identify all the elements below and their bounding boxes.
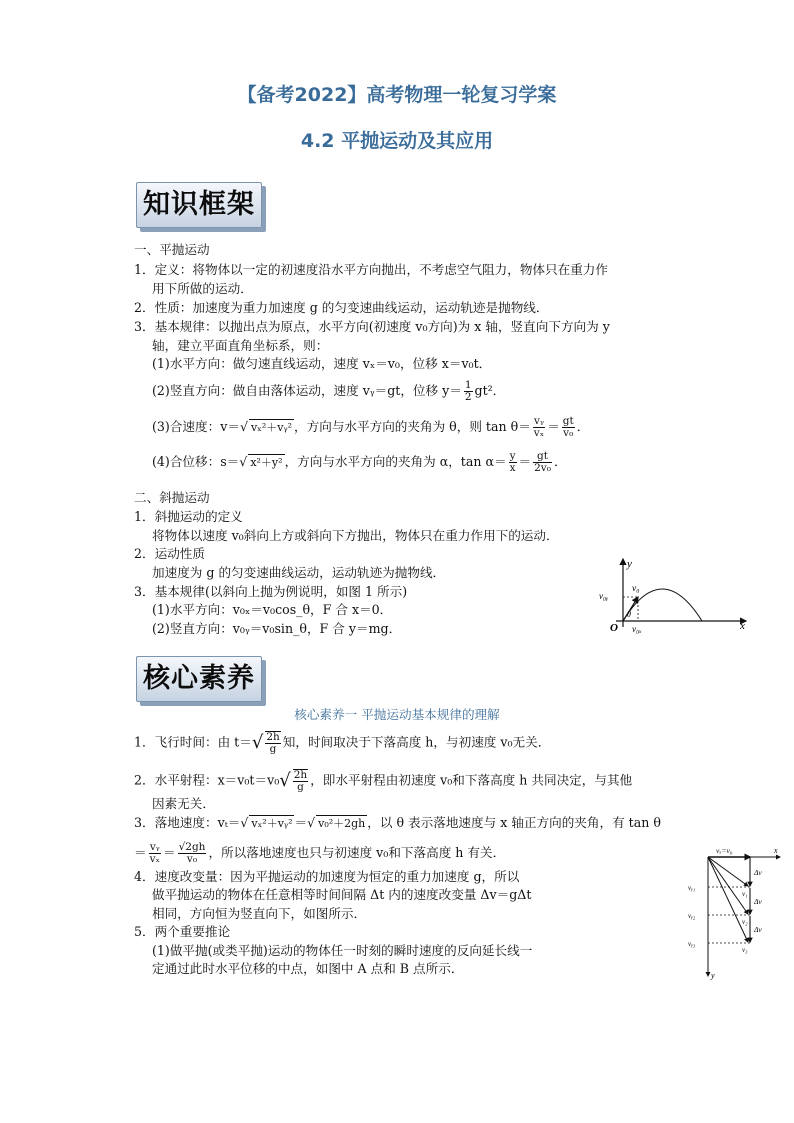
sqrt-radicand: vₓ²＋vᵧ² bbox=[251, 817, 293, 830]
frac-numerator: 1 bbox=[464, 379, 472, 391]
landing-tan-tail: ，所以落地速度也只与初速度 v₀和下落高度 h 有关． bbox=[208, 845, 506, 860]
definition-line2: 用下所做的运动． bbox=[152, 281, 253, 296]
property-line: 2．性质：加速度为重力加速度 g 的匀变速曲线运动，运动轨迹是抛物线． bbox=[134, 300, 549, 315]
fig2-vy1-label: vᵧ₁ bbox=[688, 884, 696, 892]
law-displacement-text: (4)合位移：s＝ bbox=[152, 454, 240, 469]
tan-alpha-fraction-2 bbox=[533, 451, 552, 474]
fig2-v2-label: v₂ bbox=[742, 918, 748, 926]
landing-tail: ，以 θ 表示落地速度与 x 轴正方向的夹角，有 tan θ bbox=[367, 815, 661, 830]
frac-numerator: vᵧ bbox=[149, 841, 160, 853]
sqrt2gh-over-v0 bbox=[178, 842, 207, 865]
range-text: 2．水平射程：x＝v₀t＝v₀ bbox=[134, 772, 280, 788]
equals: ＝ bbox=[294, 815, 308, 830]
oblique-law-vertical: (2)竖直方向：v₀ᵧ＝v₀sin_θ，F 合 y＝mg． bbox=[152, 621, 402, 636]
figure-velocity-change bbox=[686, 844, 786, 980]
oblique-def-heading: 1．斜抛运动的定义 bbox=[134, 509, 243, 524]
core-subheading: 核心素养一 平抛运动基本规律的理解 bbox=[294, 707, 500, 722]
inference-heading: 5．两个重要推论 bbox=[134, 924, 231, 939]
page-title: 【备考2022】高考物理一轮复习学案 bbox=[237, 84, 557, 106]
oblique-def: 将物体以速度 v₀斜向上方或斜向下方抛出，物体只在重力作用下的运动． bbox=[152, 528, 559, 543]
frac-denominator: 2v₀ bbox=[534, 462, 551, 474]
v2-vector bbox=[708, 857, 748, 914]
flight-time-text: 1．飞行时间：由 t＝ bbox=[134, 734, 252, 750]
sqrt-sign: √ bbox=[240, 815, 249, 830]
vy-over-vx bbox=[149, 842, 161, 865]
section-banner-core: 核心素养 bbox=[136, 656, 262, 702]
sqrt-sign: √ bbox=[307, 815, 316, 830]
period: ． bbox=[576, 419, 590, 434]
flight-time-tail: 知，时间取决于下落高度 h，与初速度 v₀无关． bbox=[282, 734, 551, 750]
velocity-change-line2: 做平抛运动的物体在任意相等时间间隔 Δt 内的速度改变量 Δv＝gΔt bbox=[152, 887, 532, 902]
equals: ＝ bbox=[547, 419, 560, 434]
velocity-change-line1: 4．速度改变量：因为平抛运动的加速度为恒定的重力加速度 g，所以 bbox=[134, 869, 520, 884]
flight-time-line bbox=[134, 731, 550, 755]
law-line2: 轴，建立平面直角坐标系，则： bbox=[152, 338, 329, 353]
sqrt-radicand: v₀²＋2gh bbox=[318, 817, 366, 830]
fig1-y-label: y bbox=[627, 558, 632, 570]
law-horizontal: (1)水平方向：做匀速直线运动，速度 vₓ＝v₀，位移 x＝v₀t． bbox=[152, 356, 492, 371]
law-line1: 3．基本规律：以抛出点为原点，水平方向(初速度 v₀方向)为 x 轴，竖直向下方向为 y bbox=[134, 319, 610, 334]
tan-alpha-fraction-1 bbox=[509, 451, 517, 474]
frac-numerator: gt bbox=[533, 451, 552, 463]
figure-oblique-projectile bbox=[594, 555, 754, 635]
period: ． bbox=[553, 454, 567, 469]
oblique-prop: 加速度为 g 的匀变速曲线运动，运动轨迹为抛物线． bbox=[152, 565, 446, 580]
landing-velocity-line bbox=[134, 815, 661, 832]
sqrt-radicand: x²＋y² bbox=[250, 456, 283, 469]
v1-vector bbox=[708, 857, 748, 886]
frac-denominator: g bbox=[269, 743, 277, 755]
frac-numerator: 2h bbox=[266, 731, 280, 743]
fig2-v1-label: v₁ bbox=[742, 890, 748, 898]
fig2-dv1-label: Δv bbox=[754, 868, 762, 877]
frac-denominator: g bbox=[297, 781, 304, 793]
sqrt-sign: √ bbox=[251, 732, 264, 753]
sqrt-sign: √ bbox=[239, 454, 248, 469]
tan-fraction-2 bbox=[562, 416, 575, 439]
fig2-vy3-label: vᵧ₃ bbox=[688, 940, 696, 948]
page-subtitle: 4.2 平抛运动及其应用 bbox=[300, 130, 494, 152]
fig1-origin-label: O bbox=[610, 622, 618, 634]
frac-denominator: v₀ bbox=[563, 427, 574, 439]
sqrt-2h-over-g bbox=[265, 731, 280, 755]
part1-heading: 一、平抛运动 bbox=[134, 242, 210, 257]
sqrt-2h-over-g-range bbox=[293, 769, 308, 793]
frac-denominator: x bbox=[509, 462, 516, 474]
law-vertical-text: (2)竖直方向：做自由落体运动，速度 vᵧ＝gt，位移 y＝ bbox=[152, 383, 462, 398]
law-velocity-mid: ，方向与水平方向的夹角为 θ，则 tan θ＝ bbox=[294, 419, 531, 434]
law-vertical-tail: gt²． bbox=[474, 383, 506, 398]
fig1-v0-label: v₀ bbox=[632, 584, 640, 594]
law-displacement-mid: ，方向与水平方向的夹角为 α，tan α＝ bbox=[284, 454, 507, 469]
equals: ＝ bbox=[518, 454, 532, 469]
tan-fraction-1 bbox=[533, 416, 545, 439]
definition-line1: 1．定义：将物体以一定的初速度沿水平方向抛出，不考虑空气阻力，物体只在重力作 bbox=[134, 262, 608, 277]
fig1-v0y-label: v₀ᵧ bbox=[599, 591, 609, 601]
frac-numerator: √2gh bbox=[178, 841, 206, 853]
range-line bbox=[134, 769, 632, 793]
fig2-vy2-label: vᵧ₂ bbox=[688, 912, 696, 920]
frac-numerator: vᵧ bbox=[534, 415, 544, 427]
oblique-prop-heading: 2．运动性质 bbox=[134, 546, 205, 561]
fig1-v0x-label: v₀ₓ bbox=[632, 624, 642, 634]
law-velocity-text: (3)合速度：v＝ bbox=[152, 419, 240, 434]
fig2-dv2-label: Δv bbox=[754, 897, 762, 906]
fig1-x-label: x bbox=[740, 620, 745, 632]
range-tail: ，即水平射程由初速度 v₀和下落高度 h 共同决定，与其他 bbox=[310, 772, 633, 788]
law-vertical bbox=[152, 380, 505, 403]
frac-denominator: vₓ bbox=[533, 427, 545, 439]
equals: ＝ bbox=[162, 845, 176, 860]
oblique-law-horizontal: (1)水平方向：v₀ₓ＝v₀cos_θ，F 合 x＝0． bbox=[152, 602, 393, 617]
velocity-change-line3: 相同，方向恒为竖直向下，如图所示． bbox=[152, 906, 367, 921]
fig2-dv3-label: Δv bbox=[754, 925, 762, 934]
equals: ＝ bbox=[134, 845, 147, 860]
inference-line2: 定通过此时水平位移的中点，如图中 A 点和 B 点所示． bbox=[152, 961, 464, 976]
frac-denominator: 2 bbox=[464, 391, 472, 403]
half-fraction bbox=[464, 380, 473, 403]
sqrt-sign: √ bbox=[279, 770, 291, 791]
inference-line1: (1)做平抛(或类平抛)运动的物体任一时刻的瞬时速度的反向延长线一 bbox=[152, 943, 533, 958]
sqrt-radicand: vₓ²＋vᵧ² bbox=[250, 421, 293, 434]
frac-denominator: v₀ bbox=[186, 853, 198, 865]
fig2-y-label: y bbox=[711, 971, 715, 980]
v3-vector bbox=[708, 857, 748, 942]
fig2-top-label: vₓ=v₀ bbox=[716, 846, 733, 855]
frac-numerator: 2h bbox=[293, 769, 308, 781]
frac-numerator: gt bbox=[562, 415, 574, 427]
law-displacement bbox=[152, 451, 567, 474]
range-line2: 因素无关． bbox=[152, 796, 215, 811]
law-velocity bbox=[152, 416, 589, 439]
frac-numerator: y bbox=[509, 450, 516, 462]
fig2-v3-label: v₃ bbox=[742, 946, 748, 954]
part2-heading: 二、斜抛运动 bbox=[134, 490, 210, 505]
landing-text: 3．落地速度：vₜ＝ bbox=[134, 815, 241, 830]
sqrt-sign: √ bbox=[239, 419, 248, 434]
section-banner-knowledge: 知识框架 bbox=[136, 182, 262, 228]
frac-denominator: vₓ bbox=[149, 853, 160, 865]
fig1-theta-label: θ bbox=[627, 610, 631, 619]
landing-tan-line bbox=[134, 842, 505, 865]
fig2-x-label: x bbox=[774, 846, 778, 855]
oblique-law-heading: 3．基本规律(以斜向上抛为例说明，如图 1 所示) bbox=[134, 584, 408, 599]
